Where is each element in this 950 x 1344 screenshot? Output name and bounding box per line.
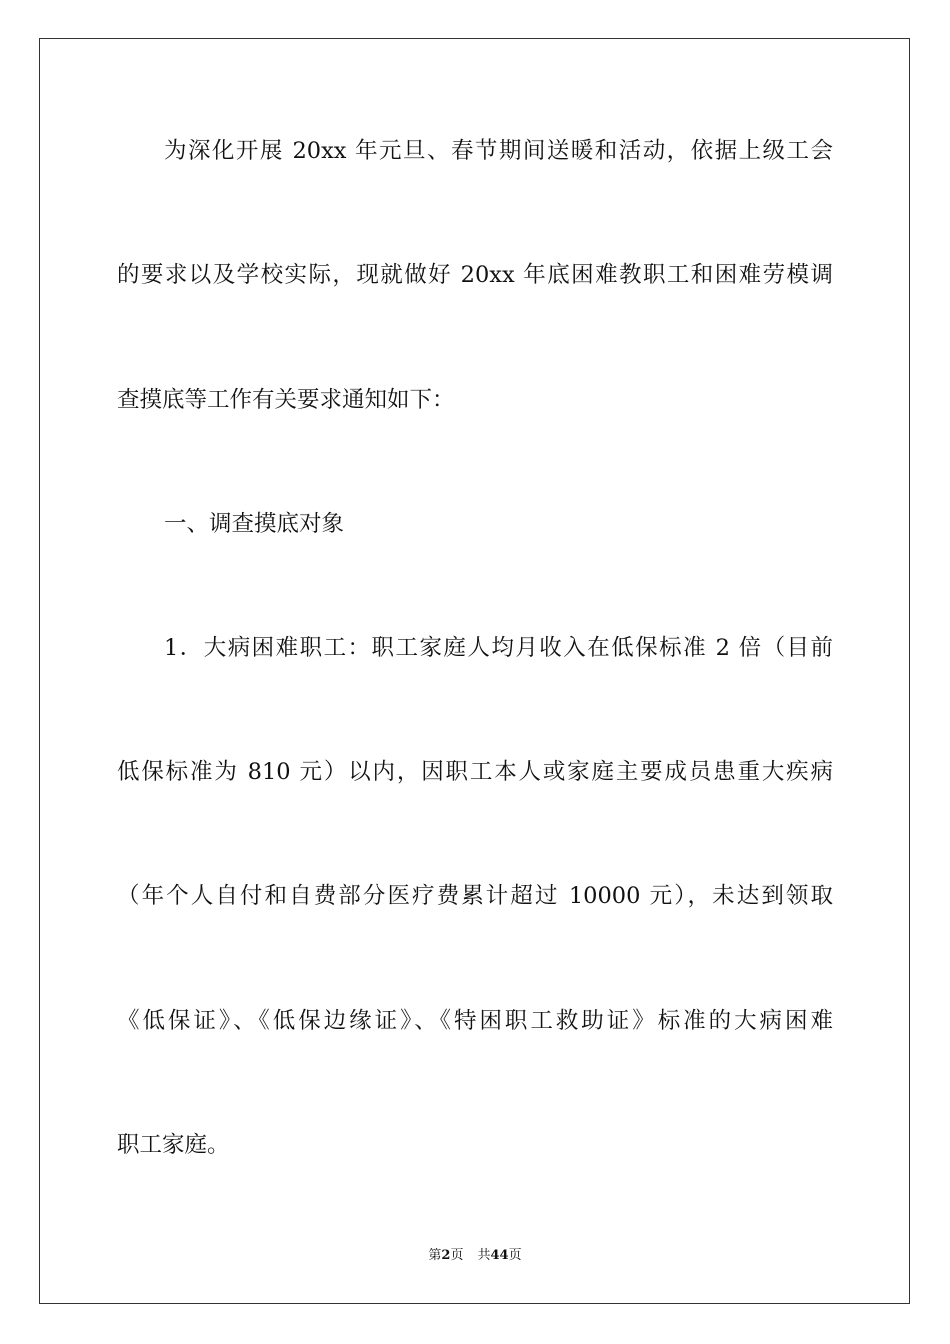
paragraph-line-2: 的要求以及学校实际，现就做好 20xx 年底困难教职工和困难劳模调 (117, 262, 833, 288)
section-heading: 一、调查摸底对象 (164, 511, 345, 537)
paragraph-line-9: 职工家庭。 (117, 1132, 230, 1158)
page-footer (0, 1247, 950, 1265)
paragraph-line-1: 为深化开展 20xx 年元旦、春节期间送暖和活动，依据上级工会 (164, 138, 833, 164)
page-suffix: 页 (450, 1248, 464, 1263)
paragraph-line-7: （年个人自付和自费部分医疗费累计超过 10000 元），未达到领取 (117, 883, 833, 909)
total-suffix: 页 (508, 1248, 522, 1263)
page-number: 2 (441, 1248, 451, 1263)
page-prefix: 第 (428, 1248, 442, 1263)
total-pages: 44 (490, 1248, 509, 1263)
paragraph-line-5: 1．大病困难职工：职工家庭人均月收入在低保标准 2 倍（目前 (164, 635, 833, 661)
paragraph-line-6: 低保标准为 810 元）以内，因职工本人或家庭主要成员患重大疾病 (117, 759, 833, 785)
page-border (39, 38, 910, 1304)
total-prefix: 共 (477, 1248, 491, 1263)
paragraph-line-3: 查摸底等工作有关要求通知如下： (117, 387, 455, 413)
paragraph-line-8: 《低保证》、《低保边缘证》、《特困职工救助证》标准的大病困难 (117, 1008, 833, 1034)
